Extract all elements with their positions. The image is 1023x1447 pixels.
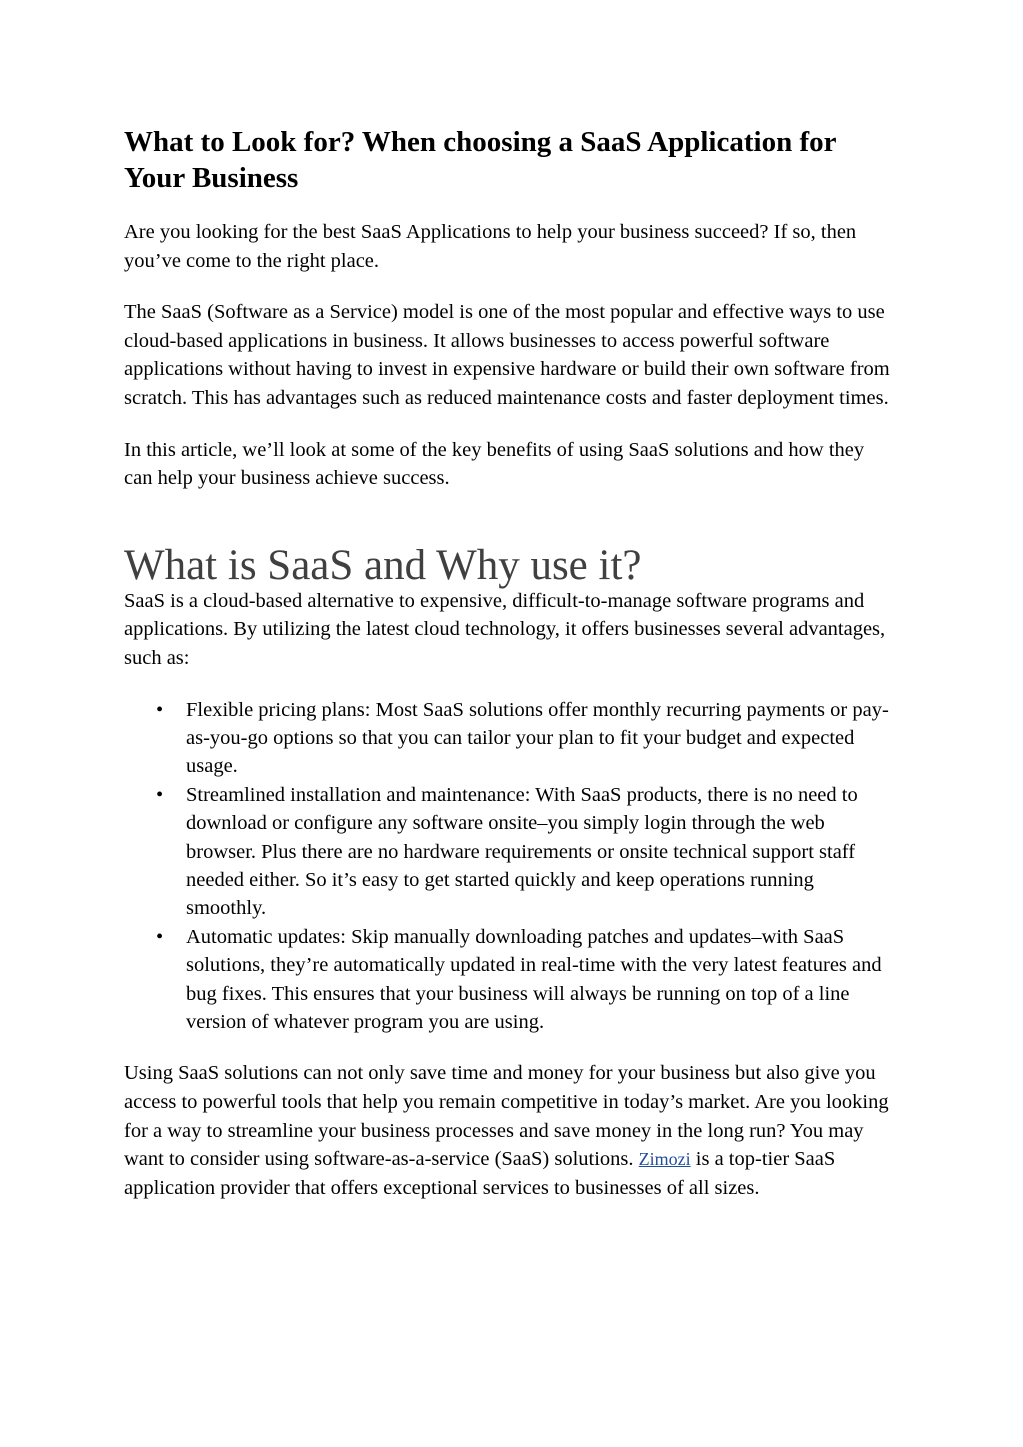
list-item xyxy=(156,781,894,923)
intro-paragraph: Are you looking for the best SaaS Applications to help your business succeed? If so, then you’ve come to the right place. xyxy=(124,221,857,272)
list-item xyxy=(156,696,894,781)
list-item-text: Flexible pricing plans: Most SaaS solutions offer monthly recurring payments or pay-as-you-go options so that you can tailor your plan to fit your budget and expected usage. xyxy=(186,698,889,778)
closing-text-before-link: Using SaaS solutions can not only save time and money for your business but also give you access to powerful tools that help you remain competitive in today’s market. Are you looking for a way to streamline your business processes and save money in the long run? You may want to consider using software-as-a-service (SaaS) solutions. xyxy=(124,1062,889,1171)
bullet-icon: • xyxy=(156,698,164,721)
list-item-text: Streamlined installation and maintenance: With SaaS products, there is no need to download or configure any software onsite–you simply login through the web browser. Plus there are no hardware requirements or onsite technical support staff needed either. So it’s easy to get started quickly and keep operations running smoothly. xyxy=(186,783,858,920)
bullet-icon: • xyxy=(156,783,164,806)
list-item-text: Automatic updates: Skip manually downloading patches and updates–with SaaS solutions, they’re automatically updated in real-time with the very latest features and bug fixes. This ensures that your business will always be running on top of a line version of whatever program you are using. xyxy=(186,925,882,1033)
intro-paragraph: In this article, we’ll look at some of the key benefits of using SaaS solutions and how they can help your business achieve success. xyxy=(124,438,865,490)
benefits-list xyxy=(124,696,894,1037)
closing-text-after-link: is a top-tier SaaS application provider that offers exceptional services to businesses of all sizes. xyxy=(124,1148,836,1199)
document-body xyxy=(124,124,894,1225)
document-title: What to Look for? When choosing a SaaS Application for Your Business xyxy=(124,126,836,194)
section-lead-paragraph: SaaS is a cloud-based alternative to expensive, difficult-to-manage software programs and applications. By utilizing the latest cloud technology, it offers businesses several advantages, such as: xyxy=(124,589,886,669)
closing-paragraph xyxy=(124,1059,894,1202)
zimozi-link[interactable]: Zimozi xyxy=(638,1149,691,1170)
section-heading: What is SaaS and Why use it? xyxy=(124,541,642,589)
list-item xyxy=(156,923,894,1037)
bullet-icon: • xyxy=(156,925,164,948)
intro-paragraph: The SaaS (Software as a Service) model is one of the most popular and effective ways to use cloud-based applications in business. It allows businesses to access powerful software applications without having to invest in expensive hardware or build their own software from scratch. This has advantages such as reduced maintenance costs and faster deployment times. xyxy=(124,301,890,409)
